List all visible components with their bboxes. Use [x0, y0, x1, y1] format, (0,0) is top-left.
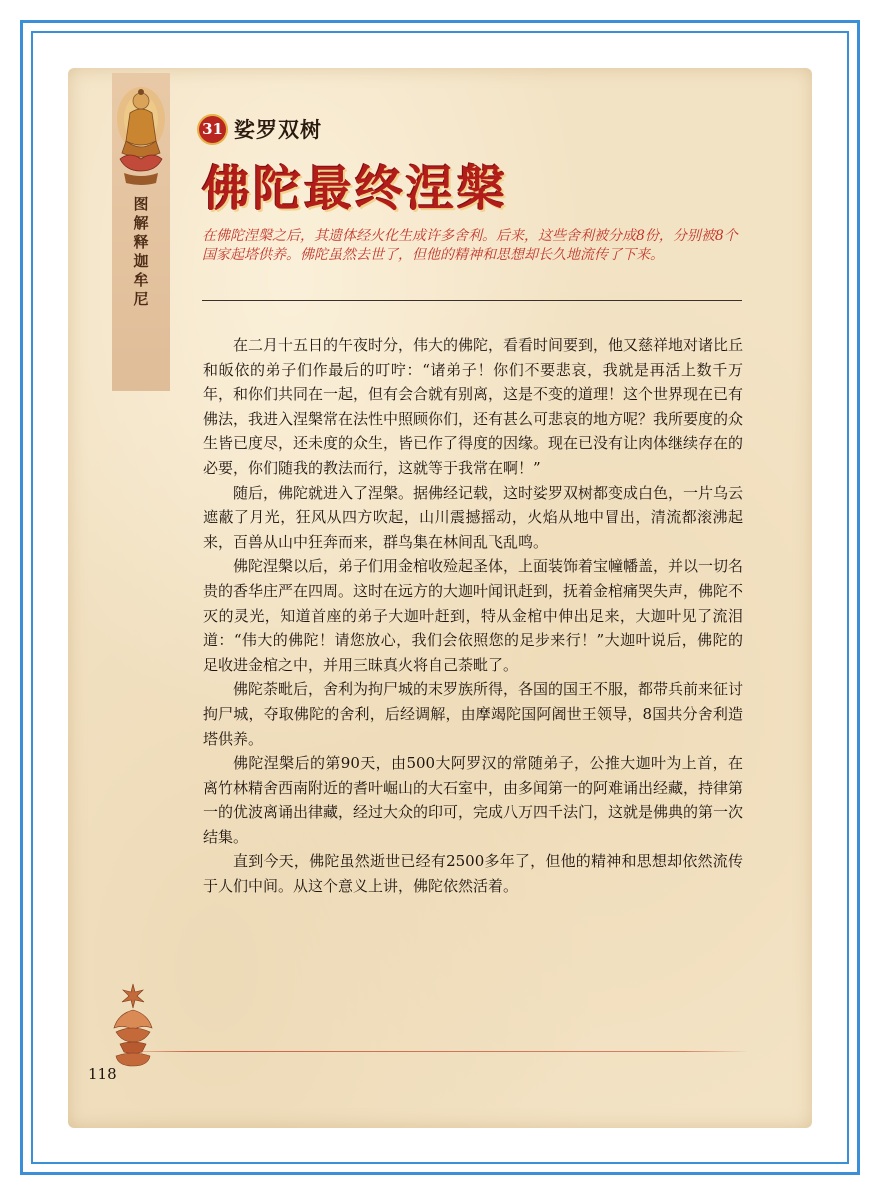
series-title-char: 图: [133, 195, 149, 213]
chapter-subtitle: 娑罗双树: [234, 118, 322, 142]
buddha-figure-icon: [112, 79, 170, 189]
chapter-header: [199, 114, 322, 144]
sidebar-band: [112, 73, 170, 391]
series-title-char: 解: [133, 214, 149, 232]
paragraph: 直到今天，佛陀虽然逝世已经有2500多年了，但他的精神和思想却依然流传于人们中间。从这个意义上讲，佛陀依然活着。: [203, 852, 743, 896]
footer-divider: [126, 1051, 746, 1052]
body-text: [203, 333, 743, 899]
series-title-char: 迦: [133, 252, 149, 270]
divider: [202, 300, 742, 301]
series-title-char: 尼: [133, 290, 149, 308]
paragraph: 佛陀涅槃后的第90天，由500大阿罗汉的常随弟子，公推大迦叶为上首，在离竹林精舍西南附近的耆叶崛山的大石室中，由多闻第一的阿难诵出经藏，持律第一的优波离诵出律藏，经过大众的印可，完成八万四千法门，这就是佛典的第一次结集。: [203, 754, 744, 846]
page-number: 118: [88, 1065, 117, 1083]
series-title: [112, 195, 170, 309]
series-title-char: 释: [133, 233, 149, 251]
chapter-number-badge: 31: [199, 116, 226, 143]
paragraph: 佛陀涅槃以后，弟子们用金棺收殓起圣体，上面装饰着宝幢幡盖，并以一切名贵的香华庄严在四周。这时在远方的大迦叶闻讯赶到，抚着金棺痛哭失声，佛陀不灭的灵光，知道首座的弟子大迦叶赶到，特从金棺中伸出足来，大迦叶见了流泪道：“伟大的佛陀！请您放心，我们会依照您的足步来行！”大迦叶说后，佛陀的足收进金棺之中，并用三昧真火将自己荼毗了。: [203, 557, 744, 674]
paragraph: 在二月十五日的午夜时分，伟大的佛陀，看看时间要到，他又慈祥地对诸比丘和皈依的弟子们作最后的叮咛：“诸弟子！你们不要悲哀，我就是再活上数千万年，和你们共同在一起，但有会合就有别离，这是不变的道理！这个世界现在已有佛法，我进入涅槃常在法性中照顾你们，还有甚么可悲哀的地方呢？我所要度的众生皆已度尽，还未度的众生，皆已作了得度的因缘。现在已没有让肉体继续存在的必要，你们随我的教法而行，这就等于我常在啊！”: [203, 336, 744, 477]
lotus-ornament-icon: [108, 980, 158, 1070]
page-title: 佛陀最终涅槃: [202, 161, 509, 217]
chapter-summary: 在佛陀涅槃之后，其遗体经火化生成许多舍利。后来，这些舍利被分成8份，分别被8个国家起塔供养。佛陀虽然去世了，但他的精神和思想却长久地流传了下来。: [202, 228, 738, 263]
paragraph: 随后，佛陀就进入了涅槃。据佛经记载，这时娑罗双树都变成白色，一片乌云遮蔽了月光，狂风从四方吹起，山川震撼摇动，火焰从地中冒出，清流都滚沸起来，百兽从山中狂奔而来，群鸟集在林间乱飞乱鸣。: [203, 483, 744, 551]
series-title-char: 牟: [133, 271, 149, 289]
book-page: [68, 68, 812, 1128]
paragraph: 佛陀荼毗后，舍利为拘尸城的末罗族所得，各国的国王不服，都带兵前来征讨拘尸城，夺取佛陀的舍利，后经调解，由摩竭陀国阿阇世王领导，8国共分舍利造塔供养。: [203, 680, 744, 748]
